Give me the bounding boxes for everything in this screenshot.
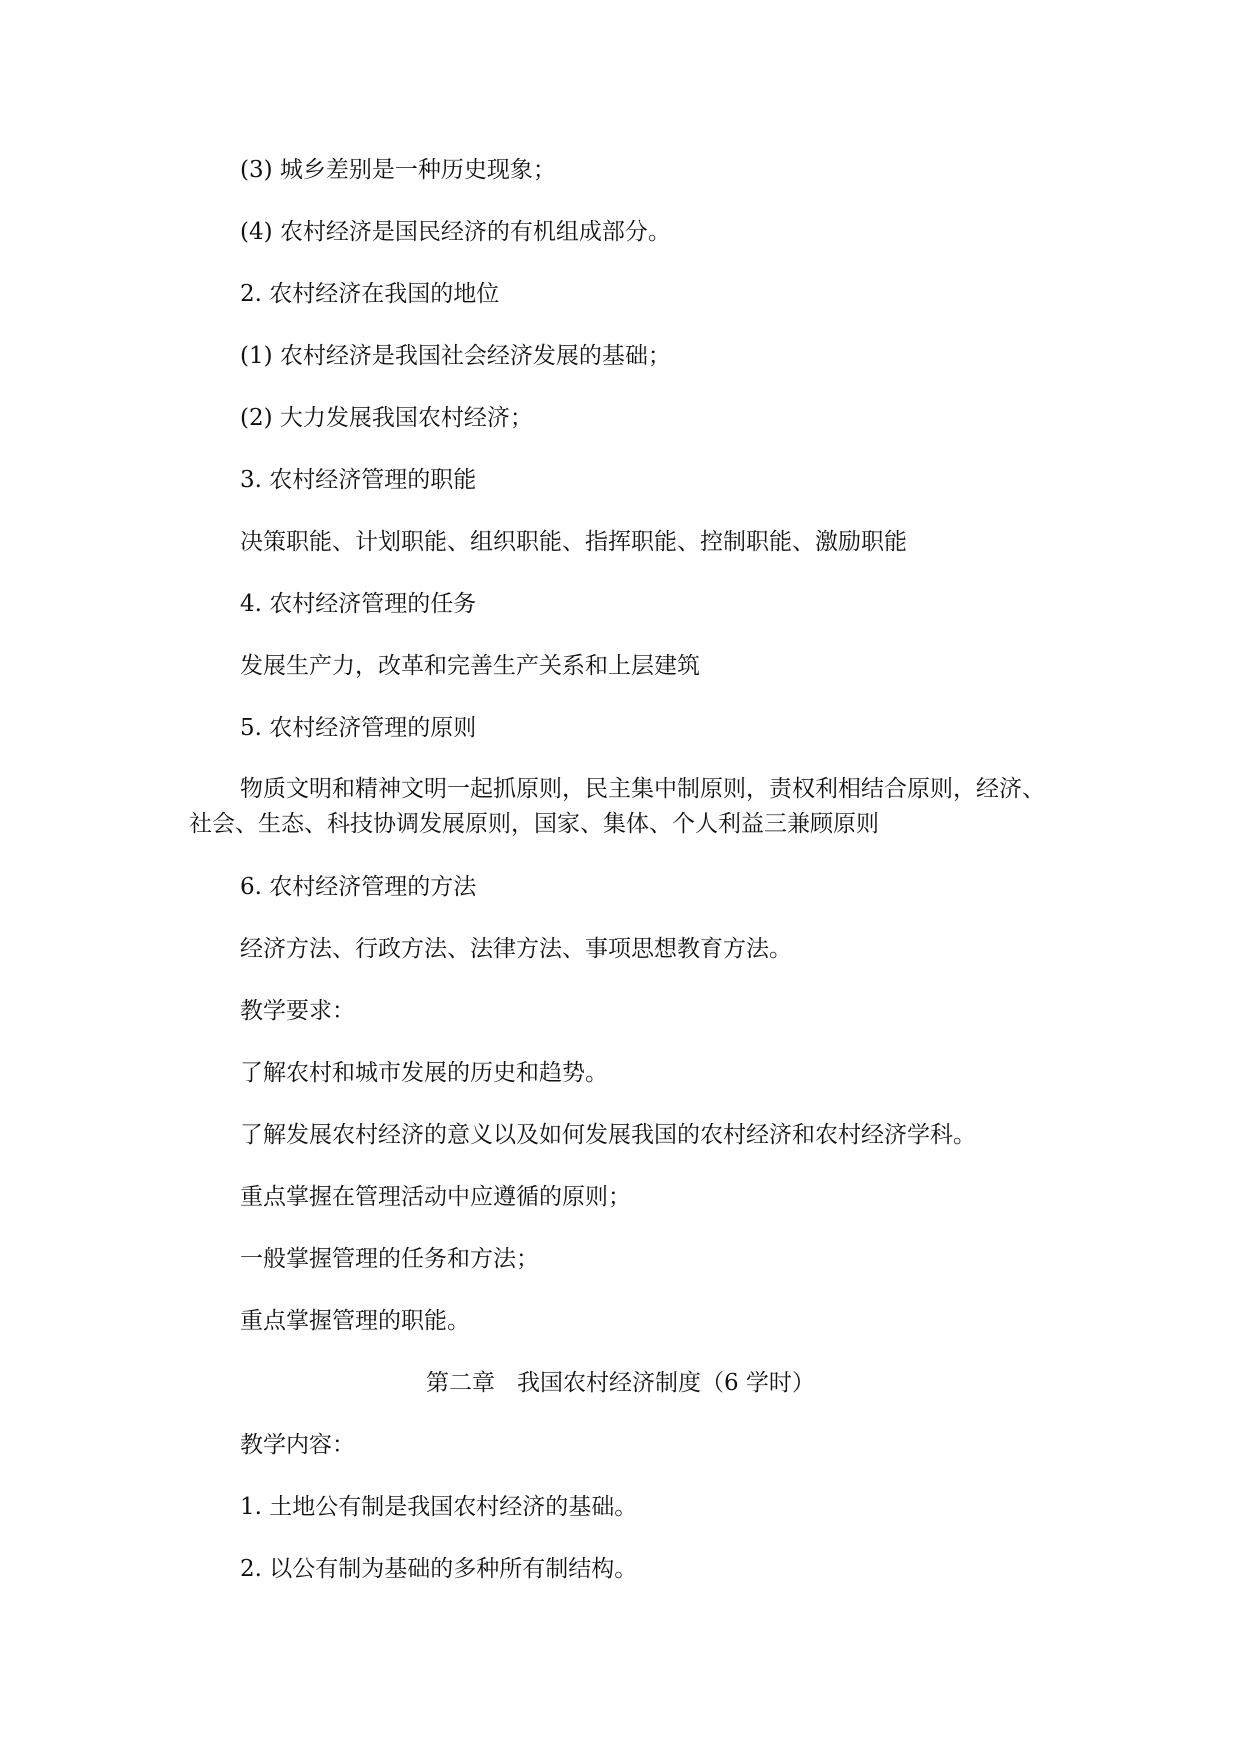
text-line: 了解发展农村经济的意义以及如何发展我国的农村经济和农村经济学科。 xyxy=(240,1122,976,1148)
subsection-label: 教学要求： xyxy=(240,998,355,1024)
section-heading: 3. 农村经济管理的职能 xyxy=(240,467,477,493)
text-line: 2. 以公有制为基础的多种所有制结构。 xyxy=(240,1556,638,1582)
text-line: 一般掌握管理的任务和方法； xyxy=(240,1246,539,1272)
text-line: (4) 农村经济是国民经济的有机组成部分。 xyxy=(240,219,671,245)
text-line: 1. 土地公有制是我国农村经济的基础。 xyxy=(240,1494,638,1520)
text-line: 发展生产力，改革和完善生产关系和上层建筑 xyxy=(240,653,700,679)
text-line: (2) 大力发展我国农村经济； xyxy=(240,405,533,431)
subsection-label: 教学内容： xyxy=(240,1432,355,1458)
text-line: 重点掌握在管理活动中应遵循的原则； xyxy=(240,1184,631,1210)
section-heading: 5. 农村经济管理的原则 xyxy=(240,715,477,741)
text-line: 了解农村和城市发展的历史和趋势。 xyxy=(240,1060,608,1086)
text-line: (1) 农村经济是我国社会经济发展的基础； xyxy=(240,343,671,369)
principles-paragraph: 物质文明和精神文明一起抓原则，民主集中制原则，责权利相结合原则，经济、社会、生态、科技协调发展原则，国家、集体、个人利益三兼顾原则 xyxy=(189,776,1045,837)
section-heading: 4. 农村经济管理的任务 xyxy=(240,591,477,617)
chapter-heading: 第二章 我国农村经济制度（6 学时） xyxy=(426,1370,815,1396)
section-heading: 6. 农村经济管理的方法 xyxy=(240,874,477,900)
section-heading: 2. 农村经济在我国的地位 xyxy=(240,281,500,307)
text-line: 决策职能、计划职能、组织职能、指挥职能、控制职能、激励职能 xyxy=(240,529,907,555)
text-line: (3) 城乡差别是一种历史现象； xyxy=(240,157,556,183)
text-line: 经济方法、行政方法、法律方法、事项思想教育方法。 xyxy=(240,936,792,962)
text-line: 重点掌握管理的职能。 xyxy=(240,1308,470,1334)
